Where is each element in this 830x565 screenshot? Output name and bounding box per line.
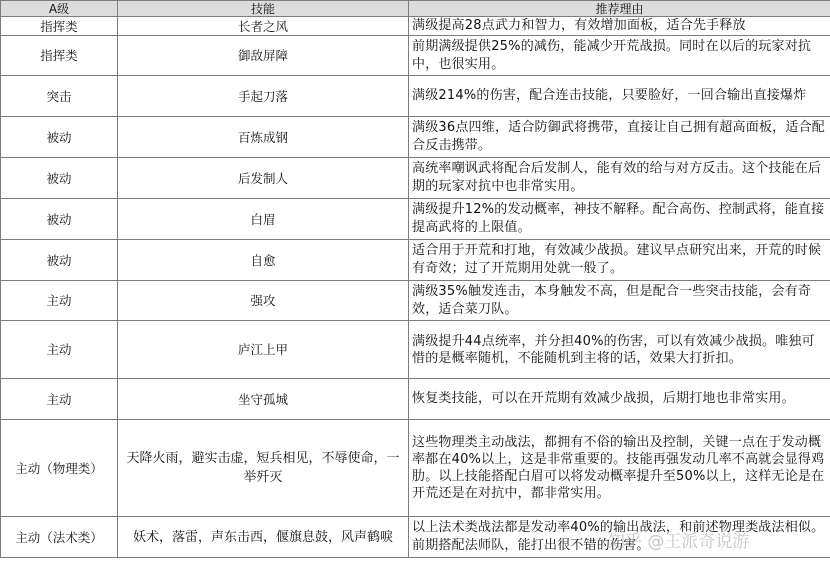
table-row: [1, 17, 830, 36]
table-row: [1, 117, 830, 158]
table-row: [1, 281, 830, 321]
category-cell: 主动（物理类）: [1, 420, 118, 517]
reason-cell: 恢复类技能，可以在开荒期有效减少战损，后期打地也非常实用。: [409, 379, 830, 420]
category-cell: 指挥类: [1, 17, 118, 36]
skill-cell: 庐江上甲: [118, 321, 409, 379]
table-row: [1, 321, 830, 379]
table-row: [1, 240, 830, 281]
reason-cell: 满级提升12%的发动概率，神技不解释。配合高伤、控制武将，能直接提高武将的上限值。: [409, 199, 830, 240]
reason-cell: 适合用于开荒和打地，有效减少战损。建议早点研究出来，开荒的时候有奇效；过了开荒期用处就一般了。: [409, 240, 830, 281]
reason-cell: 满级提高28点武力和智力，有效增加面板，适合先手释放: [409, 17, 830, 36]
category-cell: 被动: [1, 240, 118, 281]
reason-cell: 满级提升44点统率，并分担40%的伤害，可以有效减少战损。唯独可惜的是概率随机，不能随机到主将的话，效果大打折扣。: [409, 321, 830, 379]
table-row: [1, 158, 830, 199]
skill-cell: 后发制人: [118, 158, 409, 199]
header-reason: 推荐理由: [409, 1, 830, 17]
category-cell: 指挥类: [1, 36, 118, 76]
header-grade: A级: [1, 1, 118, 17]
reason-cell: 以上法术类战法都是发动率40%的输出战法，和前述物理类战法相似。前期搭配法师队，能打出很不错的伤害。: [409, 517, 830, 558]
skill-cell: 妖术，落雷，声东击西，偃旗息鼓，风声鹤唳: [118, 517, 409, 558]
skill-cell: 手起刀落: [118, 76, 409, 117]
skill-cell: 坐守孤城: [118, 379, 409, 420]
skill-cell: 长者之风: [118, 17, 409, 36]
category-cell: 突击: [1, 76, 118, 117]
category-cell: 被动: [1, 199, 118, 240]
skill-cell: 百炼成钢: [118, 117, 409, 158]
table-row: [1, 379, 830, 420]
reason-cell: 满级36点四维，适合防御武将携带，直接让自己拥有超高面板，适合配合反击携带。: [409, 117, 830, 158]
watermark: 知乎 @王派奇说游: [608, 532, 750, 552]
skill-cell: 自愈: [118, 240, 409, 281]
reason-cell: 这些物理类主动战法，都拥有不俗的输出及控制，关键一点在于发动概率都在40%以上，这是非常重要的。技能再强发动几率不高就会显得鸡肋。以上技能搭配白眉可以将发动概率提升至50%以上，这样无论是在开荒还是在对抗中，都非常实用。: [409, 420, 830, 517]
header-row: [1, 1, 830, 17]
table-row: [1, 199, 830, 240]
category-cell: 主动: [1, 321, 118, 379]
header-skill: 技能: [118, 1, 409, 17]
reason-cell: 高统率嘲讽武将配合后发制人，能有效的给与对方反击。这个技能在后期的玩家对抗中也非常实用。: [409, 158, 830, 199]
reason-cell: 满级35%触发连击，本身触发不高，但是配合一些突击技能，会有奇效，适合菜刀队。: [409, 281, 830, 321]
skill-cell: 御敌屏障: [118, 36, 409, 76]
skill-cell: 白眉: [118, 199, 409, 240]
category-cell: 主动: [1, 281, 118, 321]
table-row: [1, 420, 830, 517]
reason-cell: 满级214%的伤害，配合连击技能，只要脸好，一回合输出直接爆炸: [409, 76, 830, 117]
skill-cell: 天降火雨，避实击虚，短兵相见，不辱使命，一举歼灭: [118, 420, 409, 517]
skill-cell: 强攻: [118, 281, 409, 321]
category-cell: 主动: [1, 379, 118, 420]
table-row: [1, 76, 830, 117]
category-cell: 主动（法术类）: [1, 517, 118, 558]
category-cell: 被动: [1, 158, 118, 199]
table-row: [1, 36, 830, 76]
category-cell: 被动: [1, 117, 118, 158]
table-row: [1, 517, 830, 558]
reason-cell: 前期满级提供25%的减伤，能减少开荒战损。同时在以后的玩家对抗中，也很实用。: [409, 36, 830, 76]
